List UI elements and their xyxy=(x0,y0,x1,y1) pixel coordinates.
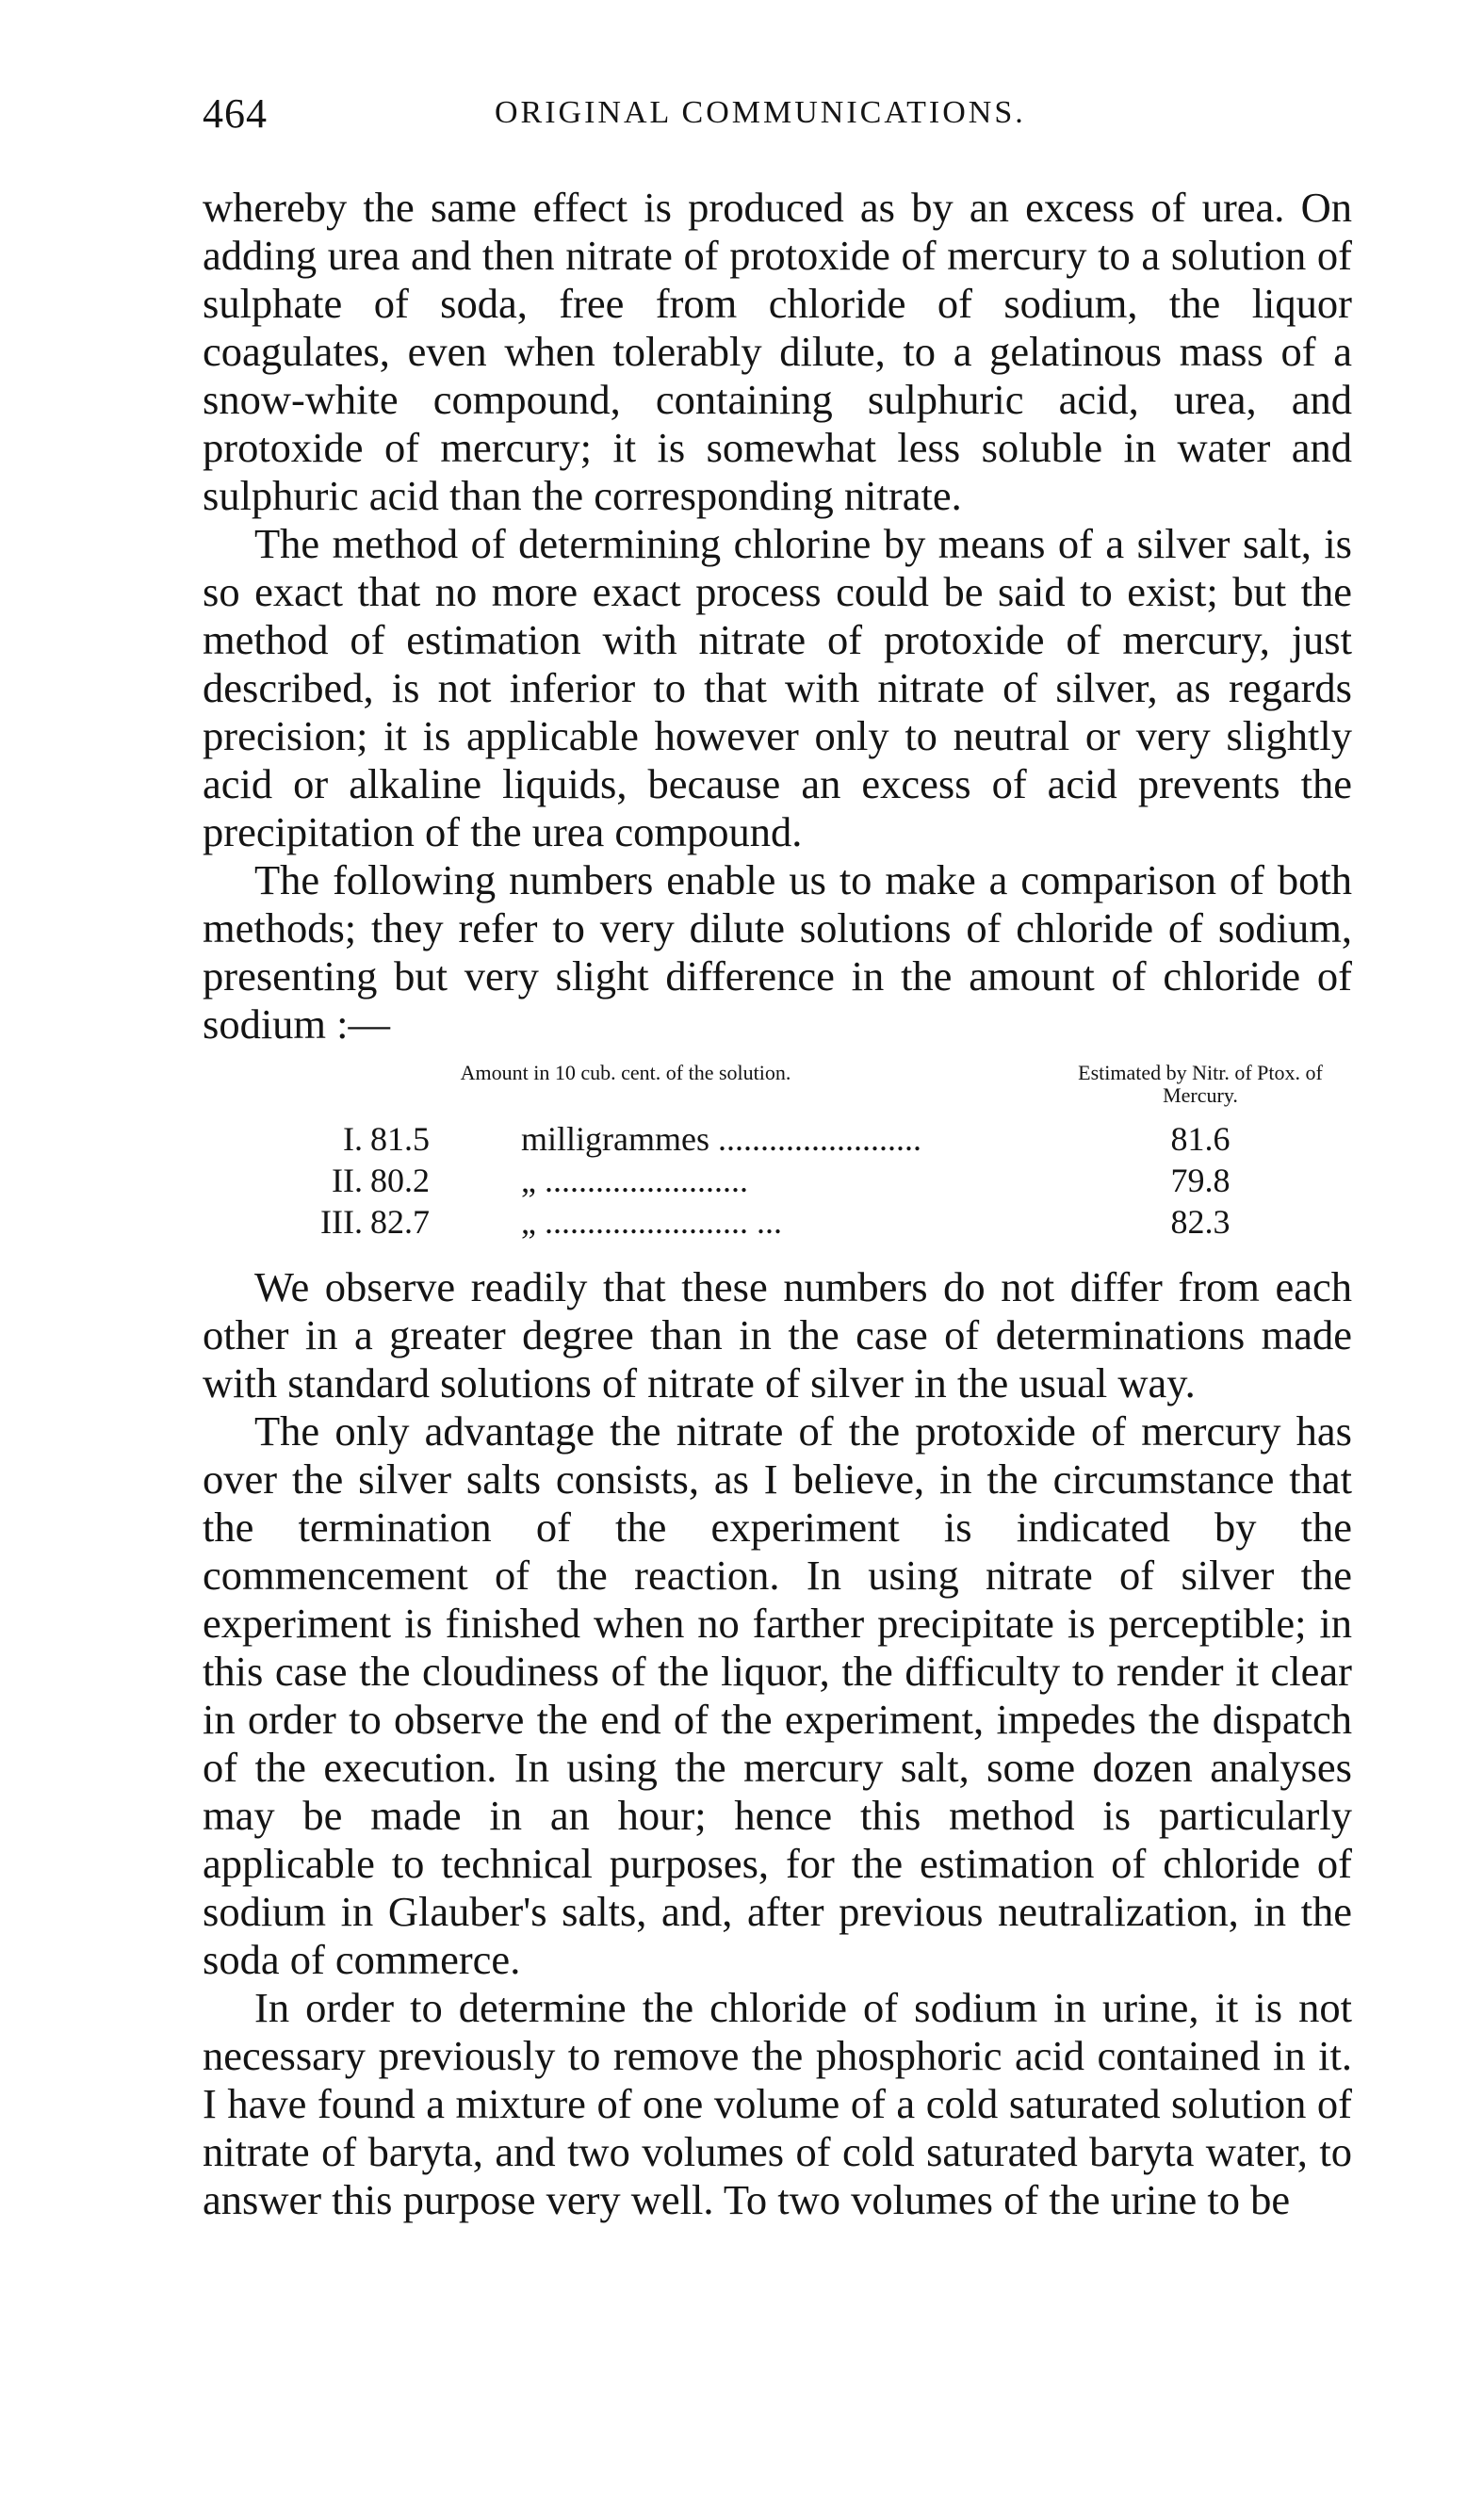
row-unit: „ ........................ ... xyxy=(521,1203,782,1241)
row-amount: 81.5 xyxy=(370,1120,430,1158)
page-header xyxy=(203,89,1314,155)
row-estimated: 82.3 xyxy=(1170,1203,1231,1241)
row-number: I. xyxy=(343,1120,363,1158)
row-estimated: 79.8 xyxy=(1170,1162,1231,1199)
paragraph: We observe readily that these numbers do not differ from each other in a greater degree than in the case of determinations made with standard solutions of nitrate of silver in the usual way. xyxy=(203,1263,1352,1406)
paragraph: The following numbers enable us to make a comparison of both methods; they refer to very dilute solutions of chloride of sodium, presenting but very slight difference in the amount of chloride of sodium :— xyxy=(203,856,1352,1048)
row-amount: 82.7 xyxy=(370,1203,430,1241)
running-title: ORIGINAL COMMUNICATIONS. xyxy=(495,95,1026,130)
comparison-table xyxy=(203,1062,1352,1243)
table-header-amount: Amount in 10 cub. cent. of the solution. xyxy=(460,1061,791,1084)
table-row xyxy=(203,1160,1352,1201)
paragraph: In order to determine the chloride of sodium in urine, it is not necessary previously to remove the phosphoric acid contained in it. I have found a mixture of one volume of a cold saturated solution of nitrate of baryta, and two volumes of cold saturated baryta water, to answer this purpose very well. To two volumes of the urine to be xyxy=(203,1984,1352,2223)
row-number: II. xyxy=(332,1162,363,1199)
page-body xyxy=(203,184,1352,2224)
row-estimated: 81.6 xyxy=(1170,1120,1231,1158)
row-unit: „ ........................ xyxy=(521,1162,748,1199)
paragraph: The only advantage the nitrate of the protoxide of mercury has over the silver salts consists, as I believe, in the circumstance that the termination of the experiment is indicated by the commencement of the reaction. In using nitrate of silver the experiment is finished when no farther precipitate is perceptible; in this case the cloudiness of the liquor, the difficulty to render it clear in order to observe the end of the experiment, impedes the dispatch of the execution. In using the mercury salt, some dozen analyses may be made in an hour; hence this method is particularly applicable to technical purposes, for the estimation of chloride of sodium in Glauber's salts, and, after previous neutralization, in the soda of commerce. xyxy=(203,1407,1352,1983)
table-row xyxy=(203,1118,1352,1160)
row-number: III. xyxy=(320,1203,363,1241)
table-row xyxy=(203,1201,1352,1243)
row-unit: milligrammes ........................ xyxy=(521,1120,921,1158)
page-number: 464 xyxy=(203,90,268,137)
paragraph: whereby the same effect is produced as by an excess of urea. On adding urea and then nitrate of protoxide of mercury to a solution of sulphate of soda, free from chloride of sodium, the liquor coagulates, even when tolerably dilute, to a gelatinous mass of a snow-white compound, containing sulphuric acid, urea, and protoxide of mercury; it is somewhat less soluble in water and sulphuric acid than the corresponding nitrate. xyxy=(203,184,1352,519)
row-amount: 80.2 xyxy=(370,1162,430,1199)
table-header-estimated: Estimated by Nitr. of Ptox. of Mercury. xyxy=(1078,1061,1323,1107)
paragraph: The method of determining chlorine by means of a silver salt, is so exact that no more exact process could be said to exist; but the method of estimation with nitrate of protoxide of mercury, just described, is not inferior to that with nitrate of silver, as regards precision; it is applicable however only to neutral or very slightly acid or alkaline liquids, because an excess of acid prevents the precipitation of the urea compound. xyxy=(203,520,1352,855)
